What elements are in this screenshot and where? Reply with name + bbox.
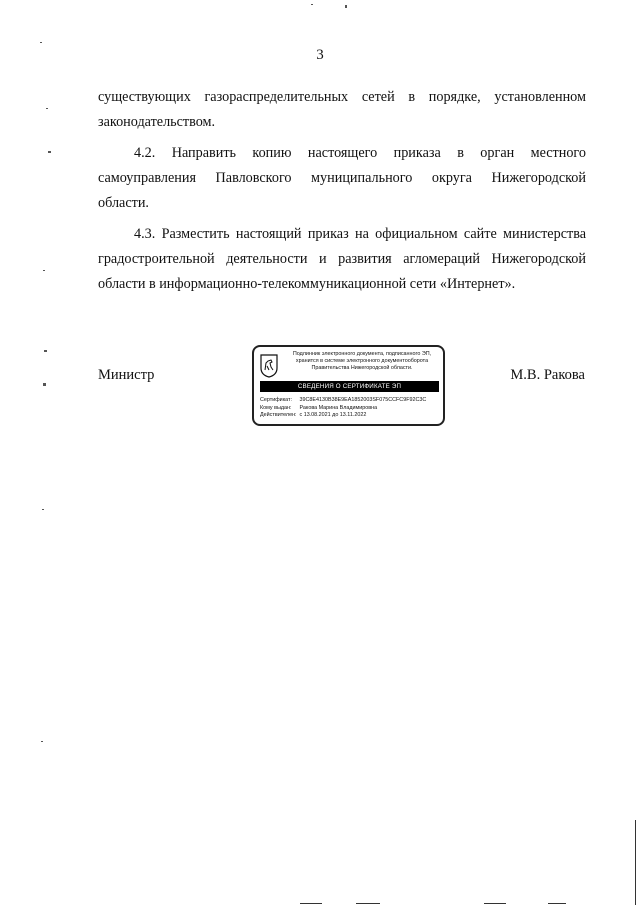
stamp-note xyxy=(282,351,442,372)
paragraph-4-2 xyxy=(98,141,586,216)
paragraph-line: существующих газораспределительных сетей в порядке, установленном xyxy=(98,89,586,105)
scan-artifact xyxy=(345,5,347,8)
paragraph-line: 4.3. Разместить настоящий приказ на официальном сайте министерства xyxy=(134,226,586,242)
stamp-note-line: хранится в системе электронного документооборота xyxy=(295,358,429,364)
stamp-note-line: Правительства Нижегородской области. xyxy=(311,365,413,371)
scan-edge-line xyxy=(548,903,566,904)
paragraph-line: градостроительной деятельности и развития агломераций Нижегородской xyxy=(98,251,586,267)
signer-position: Министр xyxy=(98,367,155,383)
stamp-note-line: Подлинник электронного документа, подписанного ЭП, xyxy=(292,351,432,357)
scan-artifact xyxy=(43,270,45,271)
certificate-value: 39C8E4130B38E9EA1852003SF075CCFC9F92C3C xyxy=(299,397,427,403)
paragraph-line: самоуправления Павловского муниципального округа Нижегородской xyxy=(98,170,586,186)
stamp-header: СВЕДЕНИЯ О СЕРТИФИКАТЕ ЭП xyxy=(260,381,439,392)
certificate-row xyxy=(260,397,442,405)
paragraph-4-3 xyxy=(98,222,586,297)
scan-artifact xyxy=(40,42,42,43)
paragraph-continuation xyxy=(98,85,586,135)
owner-row xyxy=(260,405,442,413)
scan-artifact xyxy=(46,108,48,109)
coat-of-arms-icon xyxy=(260,354,278,378)
electronic-signature-stamp xyxy=(252,345,445,426)
paragraph-line: 4.2. Направить копию настоящего приказа в орган местного xyxy=(134,145,586,161)
signer-name: М.В. Ракова xyxy=(510,367,585,383)
scan-artifact xyxy=(42,509,44,510)
validity-label: Действителен: xyxy=(260,412,297,418)
scan-edge-line xyxy=(635,820,636,905)
scan-artifact xyxy=(48,151,51,153)
validity-row xyxy=(260,412,442,420)
scan-artifact xyxy=(44,350,47,352)
paragraph-line: области в информационно-телекоммуникационной сети «Интернет». xyxy=(98,276,516,292)
validity-value: с 13.08.2021 до 13.11.2022 xyxy=(299,412,367,418)
scan-edge-line xyxy=(356,903,380,904)
scan-artifact xyxy=(43,383,46,386)
owner-label: Кому выдан: xyxy=(260,404,292,411)
scan-artifact xyxy=(311,4,313,5)
owner-value: Ракова Марина Владимировна xyxy=(299,404,378,411)
scan-edge-line xyxy=(300,903,322,904)
paragraph-line: законодательством. xyxy=(98,114,216,130)
certificate-label: Сертификат: xyxy=(260,397,293,403)
scan-artifact xyxy=(41,741,43,742)
stamp-details xyxy=(260,397,442,420)
page-number: 3 xyxy=(316,47,324,63)
scan-edge-line xyxy=(484,903,506,904)
paragraph-line: области. xyxy=(98,195,149,211)
